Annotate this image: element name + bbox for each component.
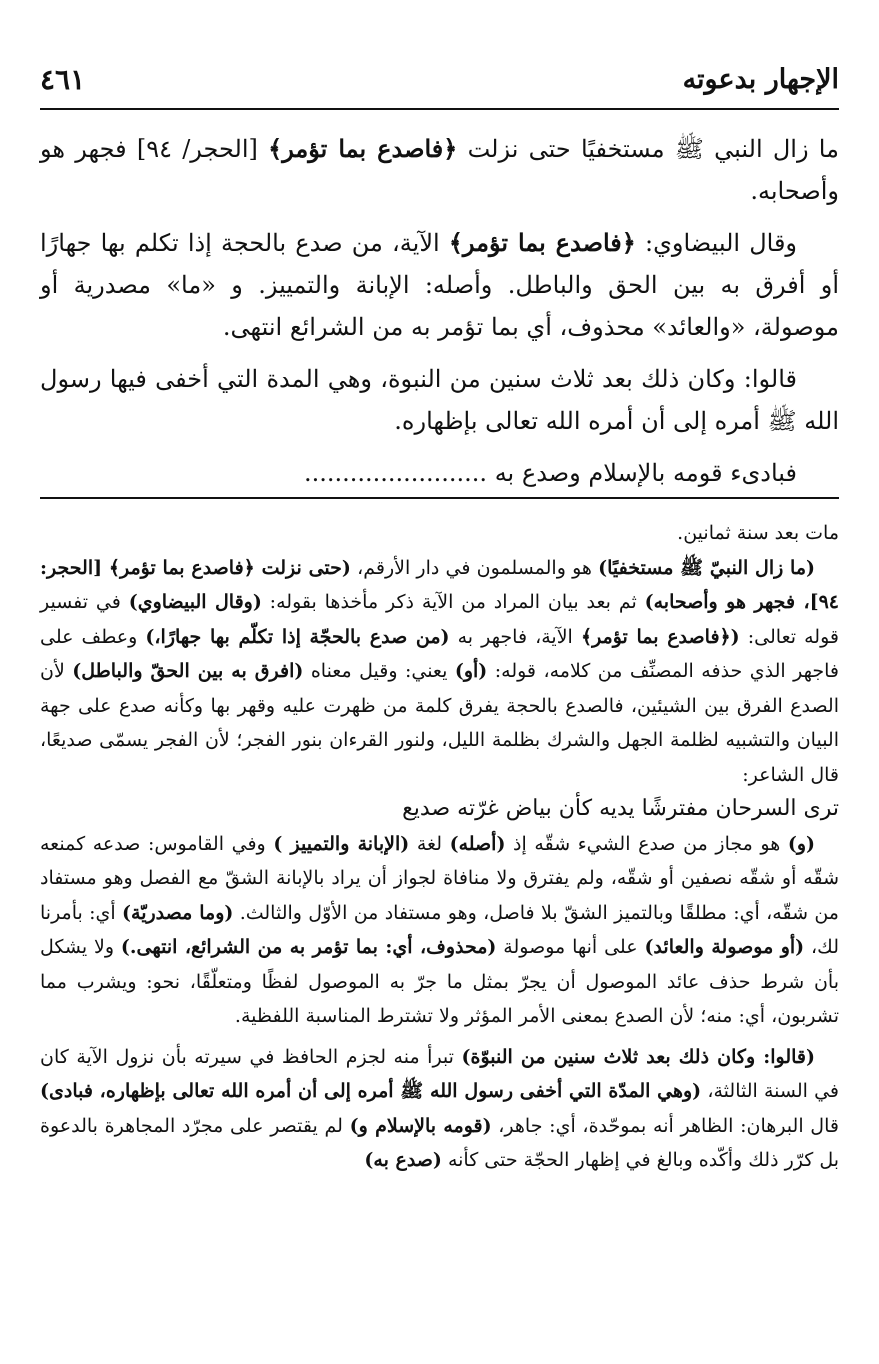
commentary-separator bbox=[40, 497, 839, 499]
commentary-paragraph bbox=[40, 827, 839, 1034]
bold-quote: (وقال البيضاوي) bbox=[128, 591, 262, 613]
text-run: وفي القاموس: صدعه كمنعه شقّه أو شقّه نصفين أو شقّه، ولم يفترق ولا منافاة لجواز أن يراد بالإبانة الشقّ مع الفصل وهو مستفاد من شقّه، أي: مطلقًا وبالتميز الشقّ بلا فاصل، وهو مستفاد من الأوّل والثالث. bbox=[40, 832, 839, 924]
verse-line bbox=[40, 792, 839, 827]
bold-quote: (ما زال النبيّ ﷺ مستخفيًا) bbox=[598, 556, 816, 579]
bold-quote: ﴿فاصدع بما تؤمر﴾ bbox=[448, 228, 636, 257]
running-title: الإجهار بدعوته bbox=[682, 63, 839, 95]
bold-quote: (قالوا: وكان ذلك بعد ثلاث سنين من النبوّة) bbox=[461, 1045, 815, 1068]
commentary-paragraph bbox=[40, 516, 839, 551]
text-run: لغة bbox=[409, 832, 450, 855]
text-run: فبادىء قومه بالإسلام وصدع به bbox=[487, 459, 797, 487]
text-run: على أنها موصولة bbox=[496, 936, 645, 958]
text-run: يعني: وقيل معناه bbox=[303, 660, 455, 682]
main-paragraph bbox=[40, 128, 839, 212]
text-run: لم يقتصر على مجرّد المجاهرة بالدعوة بل كرّر ذلك وأكّده وبالغ في إظهار الحجّة حتى كأنه bbox=[40, 1114, 839, 1171]
bold-quote: (وهي المدّة التي أخفى رسول الله ﷺ أمره إلى أن أمره الله تعالى بإظهاره، فبادى) bbox=[40, 1080, 702, 1102]
text-run: الآية، فاجهر به bbox=[449, 625, 581, 648]
continuation-dots: ........................ bbox=[303, 459, 488, 487]
text-run: قال البرهان: الظاهر أنه بموحّدة، أي: جاهر، bbox=[491, 1114, 839, 1137]
main-paragraph bbox=[40, 358, 839, 442]
text-run: ما زال النبي ﷺ مستخفيًا حتى نزلت bbox=[457, 135, 839, 163]
main-paragraph bbox=[40, 222, 839, 348]
text-run: قالوا: وكان ذلك بعد ثلاث سنين من النبوة، وهي المدة التي أخفى فيها رسول الله ﷺ أمره إلى أن أمره الله تعالى بإظهاره. bbox=[40, 365, 839, 435]
main-text bbox=[40, 128, 839, 494]
commentary-paragraph bbox=[40, 1040, 839, 1178]
bold-quote: (﴿فاصدع بما تؤمر﴾ bbox=[580, 625, 740, 648]
bold-quote: (أو) bbox=[454, 660, 488, 682]
commentary-text bbox=[40, 516, 839, 1178]
text-run: هو مجاز من صدع الشيء شقّه إذ bbox=[505, 832, 788, 855]
text-run: ترى السرحان مفترشًا يديه كأن بياض غرّته صديع bbox=[402, 796, 839, 821]
text-run: لأن الصدع الفرق بين الشيئين، فالصدع بالحجة يفرق كلمة من ظهرت عليه وقهر بها وكأنه صدع على جهة البيان والتشبيه لظلمة الجهل والشرك بظلمة الليل، ولنور القرءان بنور الفجر؛ لأن الفجر يسمّى صديعًا، قال الشاعر: bbox=[40, 660, 839, 786]
text-run: ثم بعد بيان المراد من الآية ذكر مأخذها بقوله: bbox=[261, 591, 645, 613]
running-header bbox=[40, 54, 839, 104]
bold-quote: (صدع به) bbox=[364, 1149, 442, 1171]
bold-quote: (أصله) bbox=[449, 832, 506, 855]
bold-quote: (الإبانة والتمييز ) bbox=[273, 832, 410, 855]
text-run: ولا يشكل بأن شرط حذف عائد الموصول أن يجرّ بمثل ما جرّ به الموصول لفظًا ومتعلّقًا، نحو: ويشرب مما تشربون، أي: منه؛ لأن الصدع بمعنى الأمر المؤثر ولا تشترط المناسبة اللفظية. bbox=[40, 936, 839, 1027]
text-run: مات بعد سنة ثمانين. bbox=[677, 522, 839, 544]
bold-quote: (محذوف، أي: بما تؤمر به من الشرائع، انتهى.) bbox=[120, 936, 497, 958]
commentary-paragraph bbox=[40, 551, 839, 793]
bold-quote: (وما مصدريّة) bbox=[122, 901, 234, 924]
bold-quote: ﴿فاصدع بما تؤمر﴾ bbox=[268, 134, 458, 163]
text-run: أي: بأمرنا لك، bbox=[40, 901, 839, 958]
text-run: في تفسير قوله تعالى: bbox=[40, 591, 839, 648]
text-run: هو والمسلمون في دار الأرقم، bbox=[350, 556, 599, 579]
bold-quote: (قومه بالإسلام و) bbox=[349, 1114, 492, 1137]
page-number: ٤٦١ bbox=[40, 62, 86, 96]
bold-quote: (و) bbox=[787, 832, 815, 855]
main-paragraph bbox=[40, 452, 839, 494]
bold-quote: (افرق به بين الحقّ والباطل) bbox=[72, 660, 304, 682]
text-run: الآية، من صدع بالحجة إذا تكلم بها جهارًا أو أفرق به بين الحق والباطل. وأصله: الإبانة والتمييز. و «ما» مصدرية أو موصولة، «والعائد» محذوف، أي بما تؤمر به من الشرائع انتهى. bbox=[40, 229, 839, 341]
bold-quote: (أو موصولة والعائد) bbox=[644, 936, 805, 958]
header-rule bbox=[40, 108, 839, 110]
bold-quote: (من صدع بالحجّة إذا تكلّم بها جهارًا،) bbox=[145, 625, 450, 648]
text-run: [الحجر/ ٩٤] فجهر هو وأصحابه. bbox=[40, 135, 839, 205]
text-run: وقال البيضاوي: bbox=[635, 229, 798, 257]
text-run: وعطف على فاجهر الذي حذفه المصنِّف من كلامه، قوله: bbox=[40, 625, 839, 682]
bold-quote: (حتى نزلت ﴿فاصدع بما تؤمر﴾ [الحجر: ٩٤]، فجهر هو وأصحابه) bbox=[40, 556, 839, 613]
text-run: تبرأ منه لجزم الحافظ في سيرته بأن نزول الآية كان في السنة الثالثة، bbox=[40, 1045, 839, 1102]
